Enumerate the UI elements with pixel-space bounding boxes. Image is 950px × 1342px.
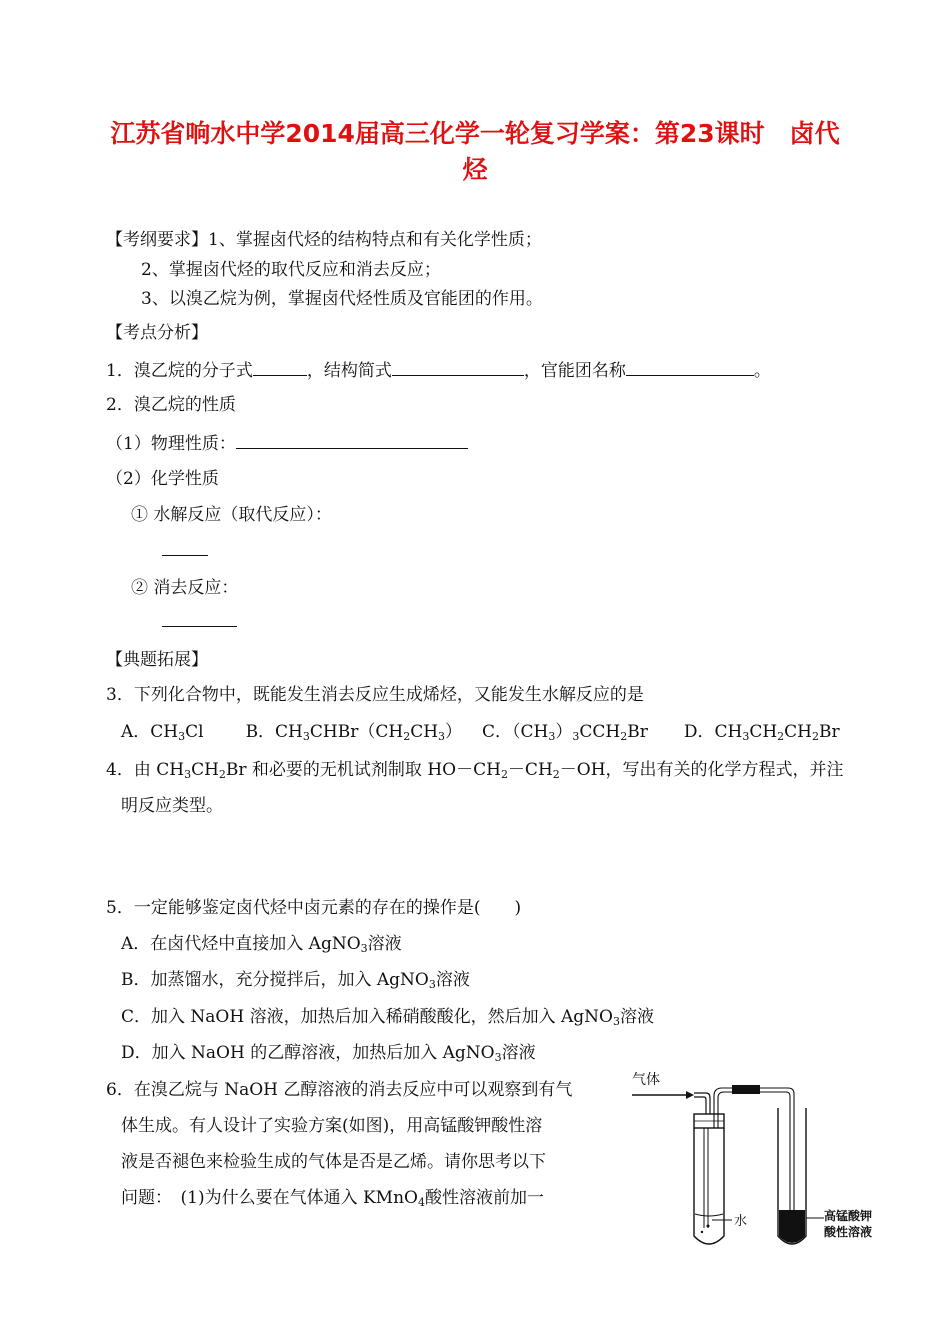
question-3: 3．下列化合物中，既能发生消去反应生成烯烃，又能发生水解反应的是 — [106, 685, 644, 705]
question-3-options — [121, 720, 840, 749]
hydrolysis-reaction: ① 水解反应（取代反应）： — [131, 505, 332, 525]
blank-physical — [236, 430, 468, 449]
doc-title-line2: 烃 — [462, 155, 488, 184]
question-2: 2．溴乙烷的性质 — [106, 395, 236, 415]
kmno4-label-line1: 高锰酸钾 — [824, 1209, 873, 1223]
requirement-3: 3、以溴乙烷为例，掌握卤代烃性质及官能团的作用。 — [141, 289, 543, 309]
requirement-2: 2、掌握卤代烃的取代反应和消去反应； — [141, 260, 441, 280]
connecting-tube — [714, 1088, 794, 1218]
question-5: 5．一定能够鉴定卤代烃中卤元素的存在的操作是( ) — [106, 898, 522, 918]
blank-formula — [253, 357, 307, 376]
option-d: D．$CH_3CH_2CH_2Br$ — [683, 722, 840, 743]
question-5-option-a: A．在卤代烃中直接加入 AgNO$_3$溶液 — [121, 934, 402, 955]
question-5-option-d: D．加入 NaOH 的乙醇溶液，加热后加入 AgNO$_3$溶液 — [121, 1043, 536, 1064]
analysis-header: 【考点分析】 — [106, 323, 208, 343]
blank-functional-group — [626, 357, 754, 376]
rubber-connector — [732, 1085, 760, 1094]
question-1: 1．溴乙烷的分子式 ，结构简式 ，官能团名称 。 — [106, 357, 771, 383]
question-4: 4．由 $CH_3CH_2Br$ 和必要的无机试剂制取 $HO-CH_2-CH_2-OH$，写出有关的化学方程式，并注 — [106, 760, 844, 781]
kmno4-label-line2: 酸性溶液 — [824, 1225, 873, 1239]
water-label: 水 — [734, 1214, 748, 1229]
doc-title-line1: 江苏省响水中学2014届高三化学一轮复习学案：第23课时 卤代 — [110, 119, 840, 148]
option-c: C．$(CH_3)_3CCH_2Br$ — [482, 722, 648, 743]
requirements-header: 【考纲要求】1、掌握卤代烃的结构特点和有关化学性质； — [106, 230, 542, 250]
arrow-head-icon — [686, 1091, 694, 1099]
question-5-option-b: B．加蒸馏水，充分搅拌后，加入 AgNO$_3$溶液 — [121, 970, 470, 991]
examples-header: 【典题拓展】 — [106, 650, 208, 670]
question-6-line1: 6．在溴乙烷与 NaOH 乙醇溶液的消去反应中可以观察到有气 — [106, 1080, 573, 1100]
physical-properties: （1）物理性质： — [106, 430, 468, 456]
question-5-option-c: C．加入 NaOH 溶液，加热后加入稀硝酸酸化，然后加入 AgNO$_3$溶液 — [121, 1007, 654, 1028]
blank-structure — [392, 357, 524, 376]
question-4-line2: 明反应类型。 — [121, 796, 223, 816]
question-6-line3: 液是否褪色来检验生成的气体是否是乙烯。请你思考以下 — [121, 1152, 546, 1172]
option-b: B．$CH_3CHBr(CH_2CH_3)$ — [245, 722, 463, 743]
gas-label: 气体 — [632, 1072, 660, 1088]
chemical-properties: （2）化学性质 — [106, 469, 219, 489]
kmno4-solution — [779, 1210, 805, 1243]
apparatus-diagram — [628, 1068, 888, 1258]
question-6-line2: 体生成。有人设计了实验方案(如图)，用高锰酸钾酸性溶 — [121, 1116, 543, 1136]
water-level — [695, 1214, 723, 1216]
hydrolysis-blank — [162, 537, 208, 563]
question-6-line4: 问题： (1)为什么要在气体通入 KMnO$_4$酸性溶液前加一 — [121, 1188, 544, 1209]
elimination-blank — [162, 608, 237, 634]
elimination-reaction: ② 消去反应： — [131, 578, 239, 598]
option-a: A．$CH_3Cl$ — [121, 722, 204, 743]
